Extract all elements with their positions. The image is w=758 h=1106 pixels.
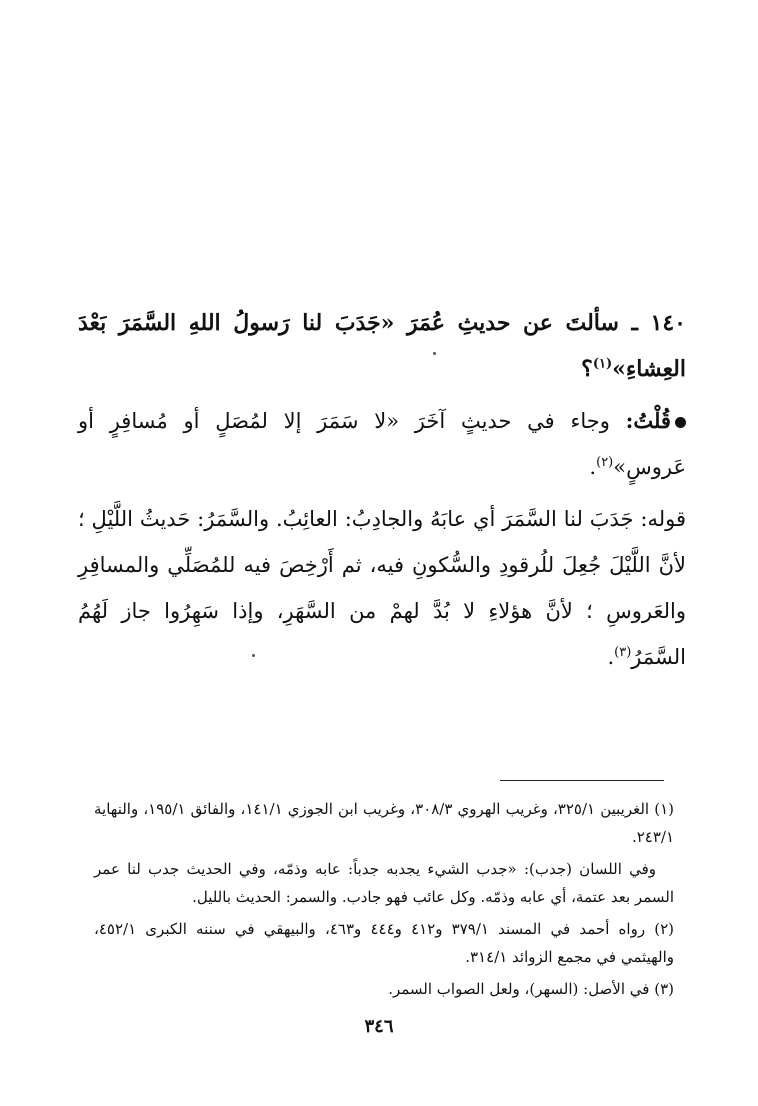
footnote-2: (٢) رواه أحمد في المسند ٣٧٩/١ و٤١٢ و٤٤٤ و٤٦٣، والبيهقي في سننه الكبرى ٤٥٢/١، والهيثمي في مجمع الزوائد ٣١٤/١. <box>94 920 675 966</box>
footnote-ref-2: (٢) <box>596 455 614 470</box>
question-mark: ؟ <box>581 356 593 382</box>
footnote-ref-1: (١) <box>592 356 613 372</box>
answer-end: . <box>589 455 597 479</box>
explanation-end: . <box>607 645 615 669</box>
page-number: ٣٤٦ <box>364 1016 394 1037</box>
scan-speck <box>252 654 255 657</box>
main-text <box>78 300 686 680</box>
answer-paragraph <box>78 398 686 490</box>
question-text: ١٤٠ ـ سألتَ عن حديثِ عُمَرَ «جَدَبَ لنا رَسولُ اللهِ السَّمَرَ بَعْدَ العِشاءِ» <box>78 310 686 382</box>
footnote-1-continued: وفي اللسان (جدب): «جدب الشيء يجدبه جدباً: عابه وذمّه، وفي الحديث جدب لنا عمر السمر بعد عتمة، أي عابه وذمّه. وكل عائب فهو جادب. والسمر: الحديث بالليل. <box>94 860 674 906</box>
footnote-ref-3: (٣) <box>614 645 632 660</box>
question-paragraph <box>78 300 686 392</box>
answer-text: وجاء في حديثٍ آخَرَ «لا سَمَرَ إلا لمُصَلٍ أو مُسافِرٍ أو عَروسٍ» <box>78 409 686 479</box>
answer-intro: قُلْتُ: <box>625 408 671 433</box>
bullet-dot-icon <box>675 417 686 428</box>
footnote-1: (١) الغريبين ٣٢٥/١، وغريب الهروي ٣٠٨/٣، وغريب ابن الجوزي ١٤١/١، والفائق ١٩٥/١، والنهاية ٢٤٣/١. <box>94 800 674 846</box>
footnotes <box>94 795 674 1007</box>
explanation-paragraph <box>78 496 686 680</box>
footnote-divider <box>500 780 664 781</box>
scan-speck <box>433 352 436 355</box>
footnote-3: (٣) في الأصل: (السهر)، ولعل الصواب السمر. <box>388 980 674 998</box>
explanation-text: قوله: جَدَبَ لنا السَّمَرَ أي عابَهُ والجادِبُ: العائِبُ. والسَّمَرُ: حَديثُ اللَّيْلِ ؛ لأنَّ اللَّيْلَ جُعِلَ للُرقودِ والسُّكونِ فيه، ثم أَرْخِصَ فيه للمُصَلِّي والمسافِرِ والعَروسِ ؛ لأنَّ هؤلاءِ لا بُدَّ لهمْ من السَّهَرِ، وإذا سَهِرُوا جاز لَهُمُ السَّمَرُ <box>78 507 686 669</box>
